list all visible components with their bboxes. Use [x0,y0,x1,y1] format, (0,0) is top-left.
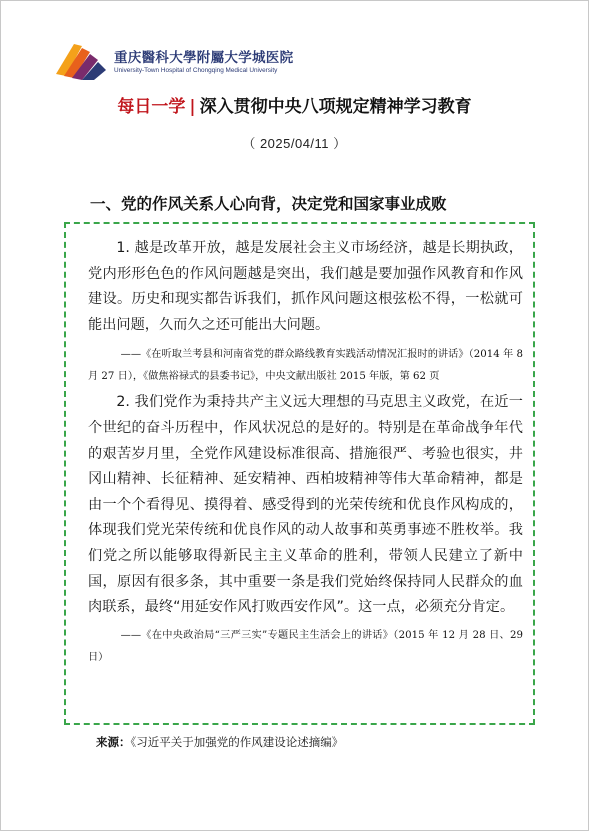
title-separator: | [189,97,196,117]
quote-box [64,222,535,725]
quote-paragraph-1: 1. 越是改革开放，越是发展社会主义市场经济，越是长期执政，党内形形色色的作风问题越是突出，我们越是要加强作风教育和作风建设。历史和现实都告诉我们，抓作风问题这根弦松不得，一松就可能出问题，久而久之还可能出大问题。 [88,240,523,333]
source-label: 来源： [96,735,131,749]
title-main: 深入贯彻中央八项规定精神学习教育 [199,97,472,117]
hospital-name-cn: 重庆醫科大學附屬大学城医院 [114,50,294,66]
quote-citation-2: ——《在中央政治局“三严三实”专题民主生活会上的讲话》（2015 年 12 月 28 日、29 日） [88,629,523,663]
page-title [0,92,589,117]
section-heading: 一、党的作风关系人心向背，决定党和国家事业成败 [90,195,447,213]
quote-citation-1: ——《在听取兰考县和河南省党的群众路线教育实践活动情况汇报时的讲话》（2014 年 8 月 27 日），《做焦裕禄式的县委书记》，中央文献出版社 2015 年版，第 62 页 [88,349,523,383]
source-line [96,734,343,750]
hospital-header [52,40,352,84]
title-daily-study: 每日一学 [117,97,186,117]
source-text: 《习近平关于加强党的作风建设论述摘编》 [130,735,344,749]
hospital-name-en: University-Town Hospital of Chongqing Medical University [114,67,278,74]
hospital-logo-icon [52,40,108,80]
issue-date: （ 2025/04/11 ） [242,136,347,151]
quote-paragraph-2: 2. 我们党作为秉持共产主义远大理想的马克思主义政党，在近一个世纪的奋斗历程中，作风状况总的是好的。特别是在革命战争年代的艰苦岁月里，全党作风建设标准很高、措施很严、考验也很实，井冈山精神、长征精神、延安精神、西柏坡精神等伟大革命精神，都是由一个个看得见、摸得着、感受得到的光荣传统和优良作风构成的，体现我们党光荣传统和优良作风的动人故事和英勇事迹不胜枚举。我们党之所以能够取得新民主主义革命的胜利，带领人民建立了新中国，原因有很多条，其中重要一条是我们党始终保持同人民群众的血肉联系，最终“用延安作风打败西安作风”。这一点，必须充分肯定。 [88,394,523,616]
